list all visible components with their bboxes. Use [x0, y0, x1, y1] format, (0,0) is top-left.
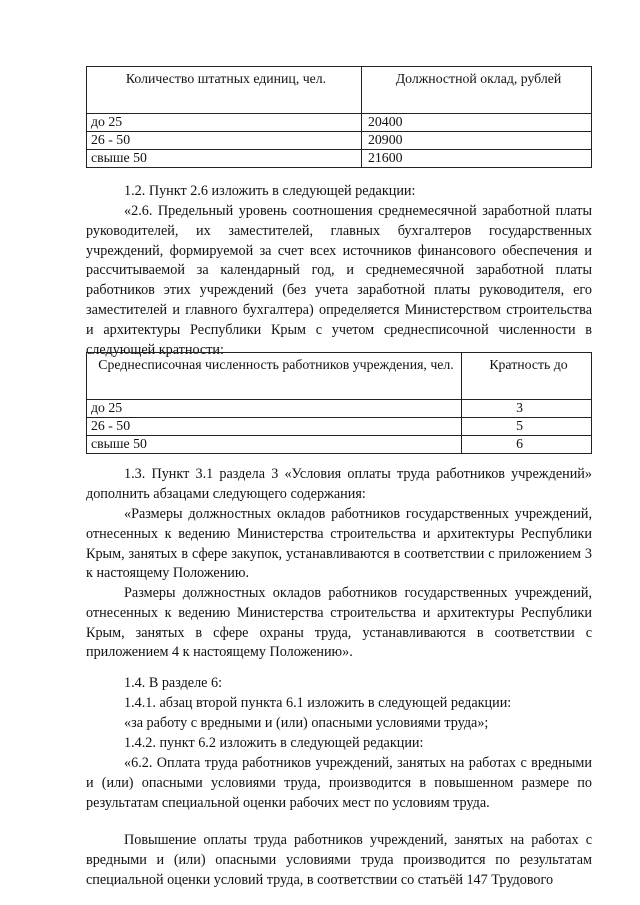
cell-range: до 25	[87, 114, 362, 132]
table-row	[87, 132, 592, 150]
table-row	[87, 150, 592, 168]
cell-value: 20900	[362, 132, 592, 150]
paragraph-6-2: «6.2. Оплата труда работников учреждений, занятых на работах с вредными и (или) опасными условиями труда, производится в повышенном размере по результатам специальной оценки рабочих мест по условиям труда.	[86, 755, 592, 811]
table-row	[87, 436, 592, 454]
cell-value: 3	[462, 400, 592, 418]
table-row	[87, 400, 592, 418]
cell-range: свыше 50	[87, 436, 462, 454]
cell-value: 5	[462, 418, 592, 436]
cell-range: 26 - 50	[87, 418, 462, 436]
paragraph-sizes-labor-safety: Размеры должностных окладов работников государственных учреждений, отнесенных к ведению Министерства строительства и архитектуры Республики Крым, занятых в сфере охраны труда, устанавливаются в соответствии с приложением 4 к настоящему Положению».	[86, 585, 592, 661]
cell-range: свыше 50	[87, 150, 362, 168]
paragraph-increase: Повышение оплаты труда работников учреждений, занятых на работах с вредными и (или) опасными условиями труда производится по результатам специальной оценки условий труда, в соответствии со статьёй 147 Трудового	[86, 832, 592, 888]
cell-value: 20400	[362, 114, 592, 132]
table-header-row	[87, 67, 592, 114]
paragraph-1-3: 1.3. Пункт 3.1 раздела 3 «Условия оплаты труда работников учреждений» дополнить абзацами следующего содержания:	[86, 466, 592, 502]
paragraph-quote-harmful: «за работу с вредными и (или) опасными условиями труда»;	[124, 715, 489, 731]
table-header-row	[87, 353, 592, 400]
paragraph-1-2: 1.2. Пункт 2.6 изложить в следующей редакции:	[124, 183, 416, 199]
paragraph-1-4-2: 1.4.2. пункт 6.2 изложить в следующей редакции:	[124, 735, 424, 751]
cell-value: 6	[462, 436, 592, 454]
table-row	[87, 114, 592, 132]
header-headcount: Среднесписочная численность работников учреждения, чел.	[87, 353, 462, 400]
cell-value: 21600	[362, 150, 592, 168]
header-staff-count: Количество штатных единиц, чел.	[87, 67, 362, 114]
ratio-table	[86, 352, 592, 454]
paragraph-sizes-procurement: «Размеры должностных окладов работников государственных учреждений, отнесенных к ведению Министерства строительства и архитектуры Республики Крым, занятых в сфере закупок, устанавливаются в соответствии с приложением 3 к настоящему Положению.	[86, 506, 592, 582]
header-ratio: Кратность до	[462, 353, 592, 400]
cell-range: до 25	[87, 400, 462, 418]
table-row	[87, 418, 592, 436]
paragraph-1-4-1: 1.4.1. абзац второй пункта 6.1 изложить в следующей редакции:	[124, 695, 512, 711]
cell-range: 26 - 50	[87, 132, 362, 150]
salary-table	[86, 66, 592, 168]
paragraph-2-6: «2.6. Предельный уровень соотношения среднемесячной заработной платы руководителей, их заместителей, главных бухгалтеров государственных учреждений, формируемой за счет всех источников финансового обеспечения и рассчитываемой за календарный год, и среднемесячной заработной платы работников этих учреждений (без учета заработной платы руководителя, его заместителей и главного бухгалтера) определяется Министерством строительства и архитектуры Республики Крым с учетом среднесписочной численности в следующей кратности:	[86, 203, 592, 358]
paragraph-1-4: 1.4. В разделе 6:	[124, 675, 223, 691]
header-salary: Должностной оклад, рублей	[362, 67, 592, 114]
